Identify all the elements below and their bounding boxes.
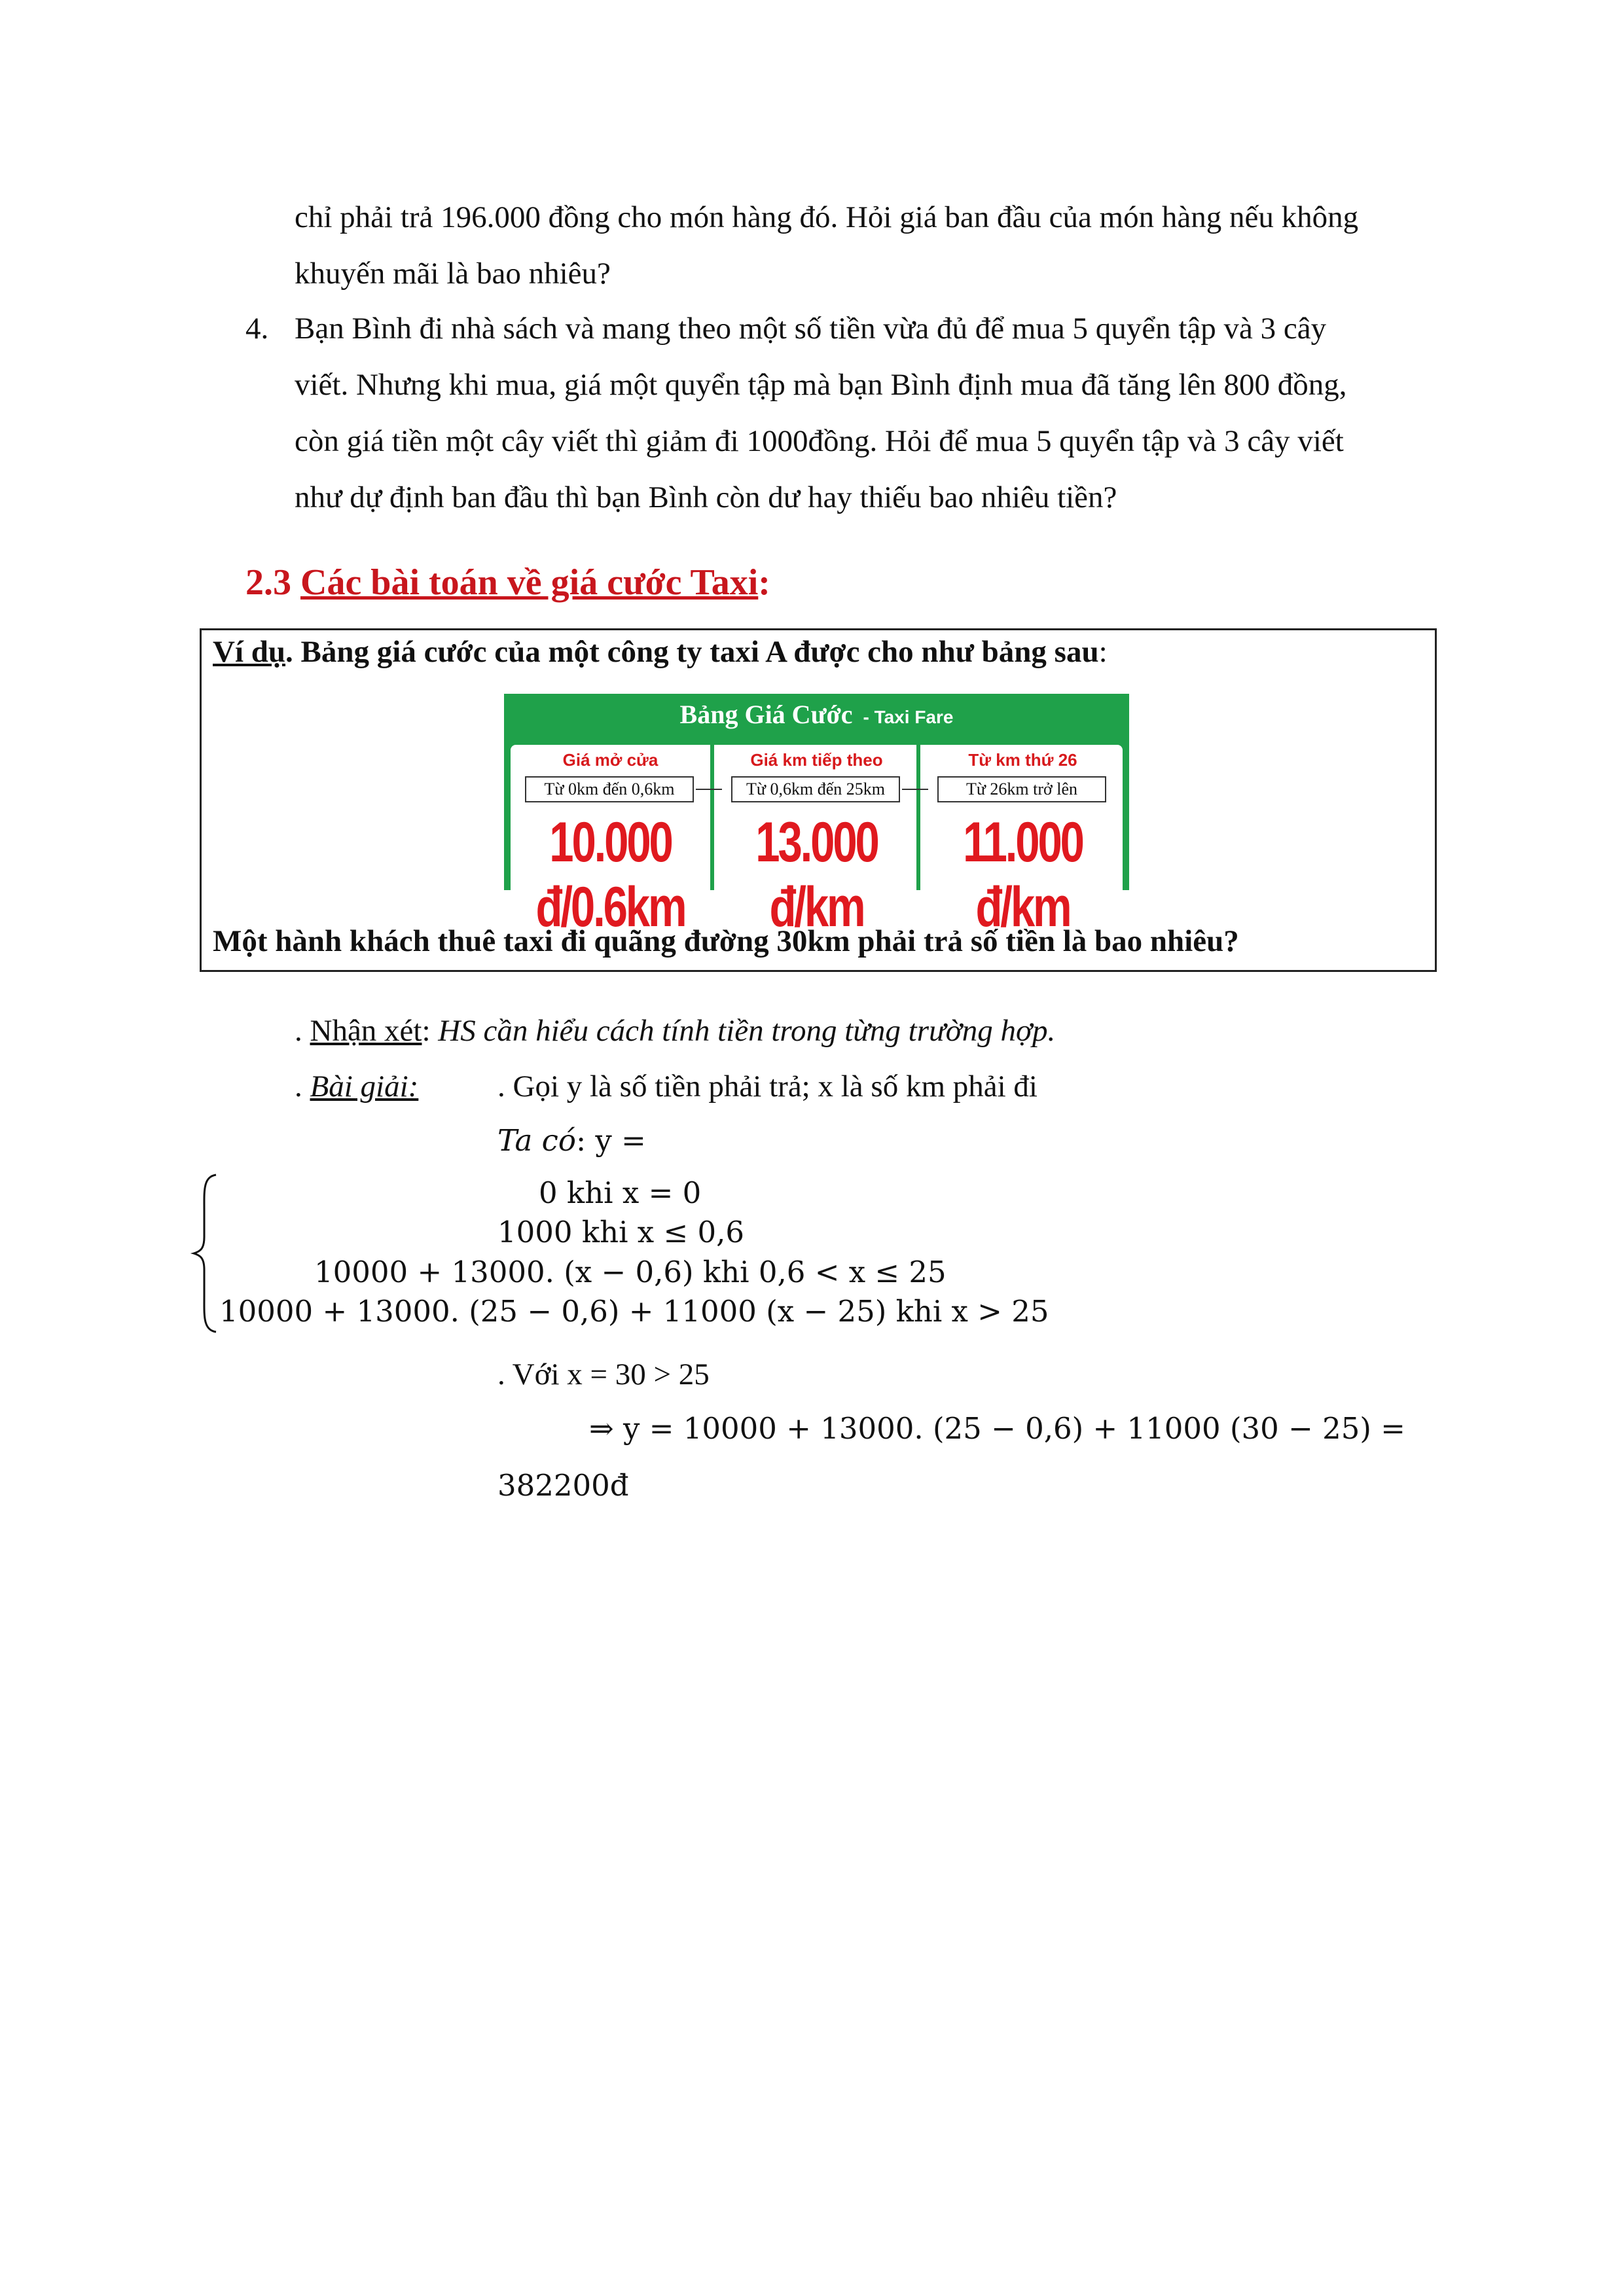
fare-column — [923, 745, 1123, 939]
case-2: 1000 khi x ≤ 0,6 — [497, 1215, 745, 1249]
section-colon: : — [758, 562, 770, 603]
fare-table-body — [511, 745, 1123, 939]
fare-column-range: Từ 26km trở lên — [937, 776, 1106, 802]
item-4-line-4: như dự định ban đầu thì bạn Bình còn dư hay thiếu bao nhiêu tiền? — [295, 480, 1117, 514]
example-question: Một hành khách thuê taxi đi quãng đường 30km phải trả số tiền là bao nhiêu? — [213, 924, 1239, 958]
fare-column — [511, 745, 710, 939]
fare-column — [717, 745, 916, 939]
fare-column-price: 13.000 đ/km — [755, 811, 878, 939]
fare-banner-title — [504, 699, 1129, 730]
ta-co-line — [497, 1123, 646, 1158]
item-4-line-1: Bạn Bình đi nhà sách và mang theo một số tiền vừa đủ để mua 5 quyển tập và 3 cây — [295, 312, 1327, 346]
section-title: Các bài toán về giá cước Taxi — [300, 562, 759, 603]
fare-connector — [902, 789, 928, 790]
fare-column-range: Từ 0,6km đến 25km — [731, 776, 900, 802]
remark-label: Nhận xét — [310, 1014, 422, 1048]
remark — [295, 1011, 1055, 1050]
case-1: 0 khi x = 0 — [539, 1175, 702, 1210]
fare-column-price: 11.000 đ/km — [963, 811, 1083, 939]
fare-column-header: Giá km tiếp theo — [750, 750, 883, 770]
item-4-line-3: còn giá tiền một cây viết thì giảm đi 1000đồng. Hỏi để mua 5 quyển tập và 3 cây viết — [295, 424, 1344, 458]
section-number: 2.3 — [245, 562, 300, 603]
with-x-line: . Với x = 30 > 25 — [497, 1357, 710, 1391]
solution-bullet: . — [295, 1069, 310, 1103]
fare-column-header: Từ km thứ 26 — [968, 750, 1077, 770]
intro-line-1: chỉ phải trả 196.000 đồng cho món hàng đó. Hỏi giá ban đầu của món hàng nếu không — [295, 200, 1359, 234]
fare-column-header: Giá mở cửa — [562, 750, 659, 770]
case-3: 10000 + 13000. (x − 0,6) khi 0,6 < x ≤ 25 — [314, 1255, 947, 1289]
fare-column-price: 10.000 đ/0.6km — [535, 811, 685, 939]
item-4-line-2: viết. Nhưng khi mua, giá một quyển tập mà bạn Bình định mua đã tăng lên 800 đồng, — [295, 368, 1347, 402]
remark-text: HS cần hiểu cách tính tiền trong từng trường hợp. — [438, 1014, 1056, 1048]
solution-label: Bài giải: — [310, 1069, 419, 1103]
remark-colon: : — [422, 1014, 439, 1048]
case-4: 10000 + 13000. (25 − 0,6) + 11000 (x − 25) khi x > 25 — [219, 1294, 1049, 1329]
intro-line-2: khuyến mãi là bao nhiêu? — [295, 257, 611, 291]
ta-co-italic: Ta có — [497, 1123, 576, 1158]
fare-divider — [710, 745, 714, 890]
result-value: 382200đ — [497, 1468, 629, 1503]
fare-connector — [696, 789, 722, 790]
example-intro-text: . Bảng giá cước của một công ty taxi A được cho như bảng sau — [285, 635, 1099, 669]
example-intro — [213, 632, 1108, 672]
fare-banner — [504, 694, 1129, 939]
fare-subtitle: - Taxi Fare — [863, 707, 954, 727]
solution-step-1: . Gọi y là số tiền phải trả; x là số km phải đi — [497, 1069, 1038, 1103]
solution-label-line — [295, 1067, 418, 1106]
fare-title: Bảng Giá Cước — [679, 700, 853, 729]
section-heading — [245, 562, 770, 603]
example-label: Ví dụ — [213, 635, 286, 669]
fare-divider — [916, 745, 920, 890]
example-intro-colon: : — [1098, 635, 1108, 669]
ta-co-rest: : y = — [575, 1123, 646, 1158]
fare-column-range: Từ 0km đến 0,6km — [525, 776, 694, 802]
result-line: ⇒ y = 10000 + 13000. (25 − 0,6) + 11000 (30 − 25) = — [589, 1411, 1405, 1446]
remark-bullet: . — [295, 1014, 310, 1048]
item-4-number: 4. — [245, 312, 269, 346]
